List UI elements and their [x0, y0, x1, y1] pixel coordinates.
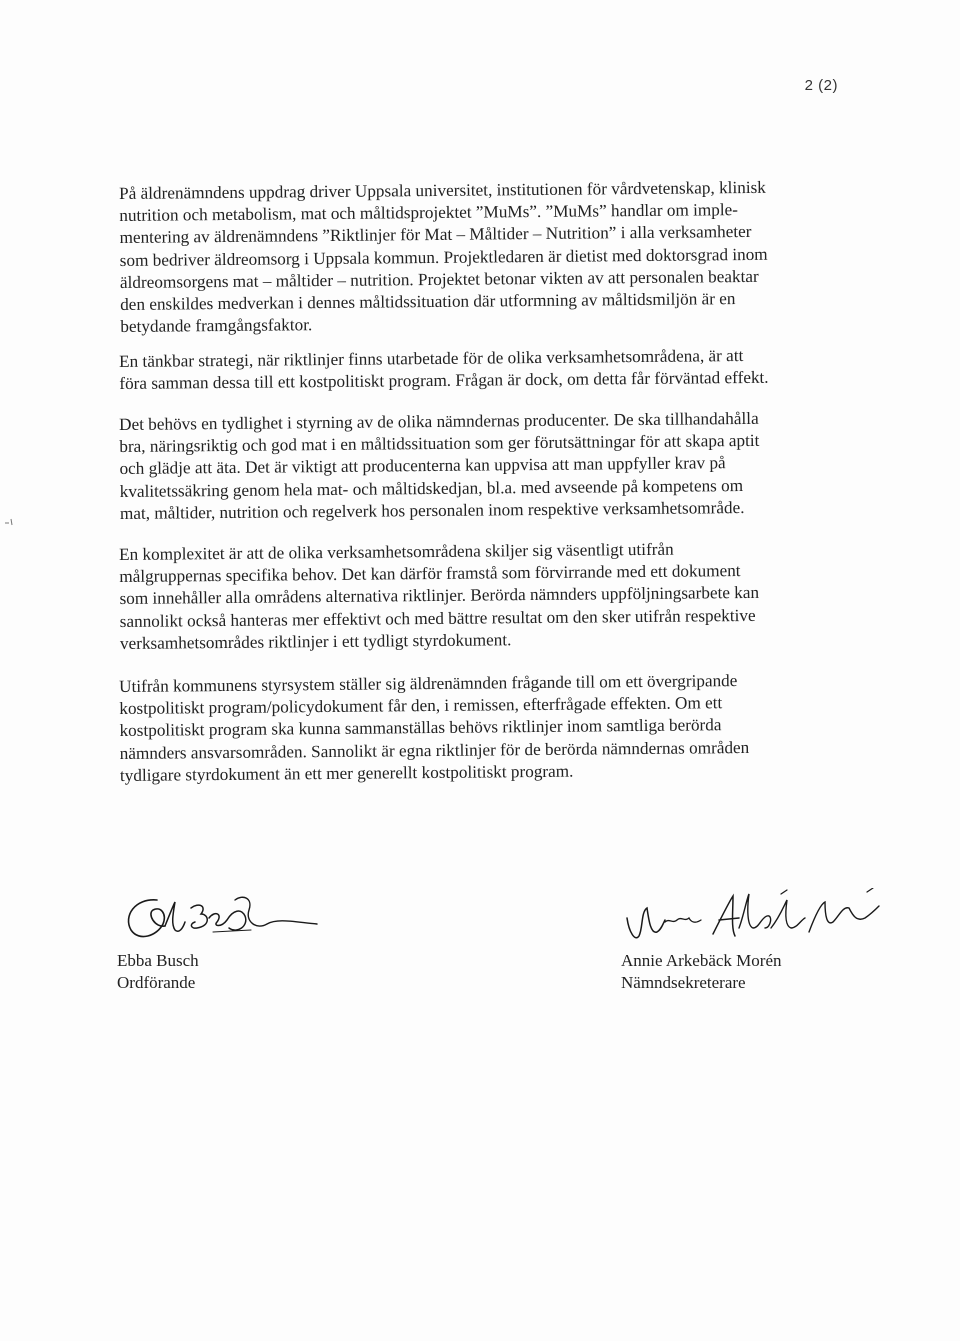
text-line: mentering av äldrenämndens ”Riktlinjer för Mat – Måltider – Nutrition” i alla verksamheter	[119, 222, 752, 248]
text-line: En komplexitet är att de olika verksamhetsområdena skiljer sig väsentligt utifrån	[119, 539, 674, 564]
text-line: På äldrenämndens uppdrag driver Uppsala universitet, institutionen för vårdvetenskap, klinisk	[119, 177, 766, 203]
signature-block-right	[621, 888, 881, 994]
text-line: nutrition och metabolism, mat och måltidsprojektet ”MuMs”. ”MuMs” handlar om imple-	[119, 200, 739, 226]
text-line: betydande framgångsfaktor.	[120, 315, 313, 337]
text-line: kostpolitiskt program ska kunna sammanställas behövs riktlinjer inom samtliga berörda	[119, 715, 722, 741]
paragraph-3	[119, 407, 845, 525]
text-line: nämnders ansvarsområden. Sannolikt är egna riktlinjer för de berörda nämndernas områden	[119, 737, 750, 763]
text-line: målgruppernas specifika behov. Det kan därför framstå som förvirrande med ett dokument	[119, 561, 741, 587]
text-line: En tänkbar strategi, när riktlinjer finns utarbetade för de olika verksamhetsområdena, är att	[119, 346, 744, 372]
text-line: verksamhetsområdes riktlinjer i ett tydligt styrdokument.	[119, 629, 512, 653]
paragraph-2	[119, 344, 844, 395]
text-line: mat, måltider, nutrition och regelverk hos personalen inom respektive verksamhetsområde.	[119, 497, 745, 523]
text-line: den enskildes medverkan i dennes måltidssituation där utformning av måltidsmiljön är en	[120, 289, 736, 315]
text-line: bra, näringsriktig och god mat i en måltidssituation som ger förutsättningar för att skapa aptit	[119, 430, 760, 457]
signatory-role-left: Ordförande	[117, 973, 196, 992]
letter-body	[119, 177, 844, 802]
text-line: kvalitetssäkring genom hela mat- och måltidskedjan, bl.a. med avseende på kompetens om	[119, 475, 744, 501]
signatory-role-right: Nämndsekreterare	[621, 973, 746, 992]
text-line: som innehåller alla områdens alternativa riktlinjer. Berörda nämnders uppföljningsarbete kan	[119, 583, 760, 609]
text-line: sannolikt också hanteras mer effektivt och med bättre resultat om den sker utifrån respektive	[119, 605, 756, 631]
paragraph-4	[119, 537, 845, 655]
signatory-name-right: Annie Arkebäck Morén	[621, 951, 782, 970]
text-line: som bedriver äldreomsorg i Uppsala kommun. Projektledaren är dietist med doktorsgrad inom	[119, 244, 768, 270]
text-line: kostpolitiskt program/policydokument får den, i remissen, efterfrågade effekten. Om ett	[119, 693, 723, 719]
paragraph-1	[119, 176, 845, 338]
text-line: och glädje att äta. Det är viktigt att producenterna kan uppvisa att man uppfyller krav på	[119, 453, 726, 479]
handwritten-signature-right	[621, 888, 881, 950]
signatory-name-left: Ebba Busch	[117, 951, 199, 970]
margin-scan-mark	[4, 515, 14, 529]
handwritten-signature-left	[117, 888, 322, 950]
text-line: Utifrån kommunens styrsystem ställer sig äldrenämnden frågande till om ett övergripande	[119, 670, 738, 696]
text-line: äldreomsorgens mat – måltider – nutrition. Projektet betonar vikten av att personalen beaktar	[119, 266, 759, 292]
signature-block-left	[117, 888, 322, 994]
paragraph-5	[119, 669, 845, 787]
page-number: 2 (2)	[804, 77, 838, 94]
text-line: föra samman dessa till ett kostpolitiskt program. Frågan är dock, om detta får förväntad effekt.	[119, 368, 769, 394]
text-line: Det behövs en tydlighet i styrning av de olika nämndernas producenter. De ska tillhandahålla	[119, 408, 759, 434]
text-line: tydligare styrdokument än ett mer generellt kostpolitiskt program.	[119, 761, 574, 785]
